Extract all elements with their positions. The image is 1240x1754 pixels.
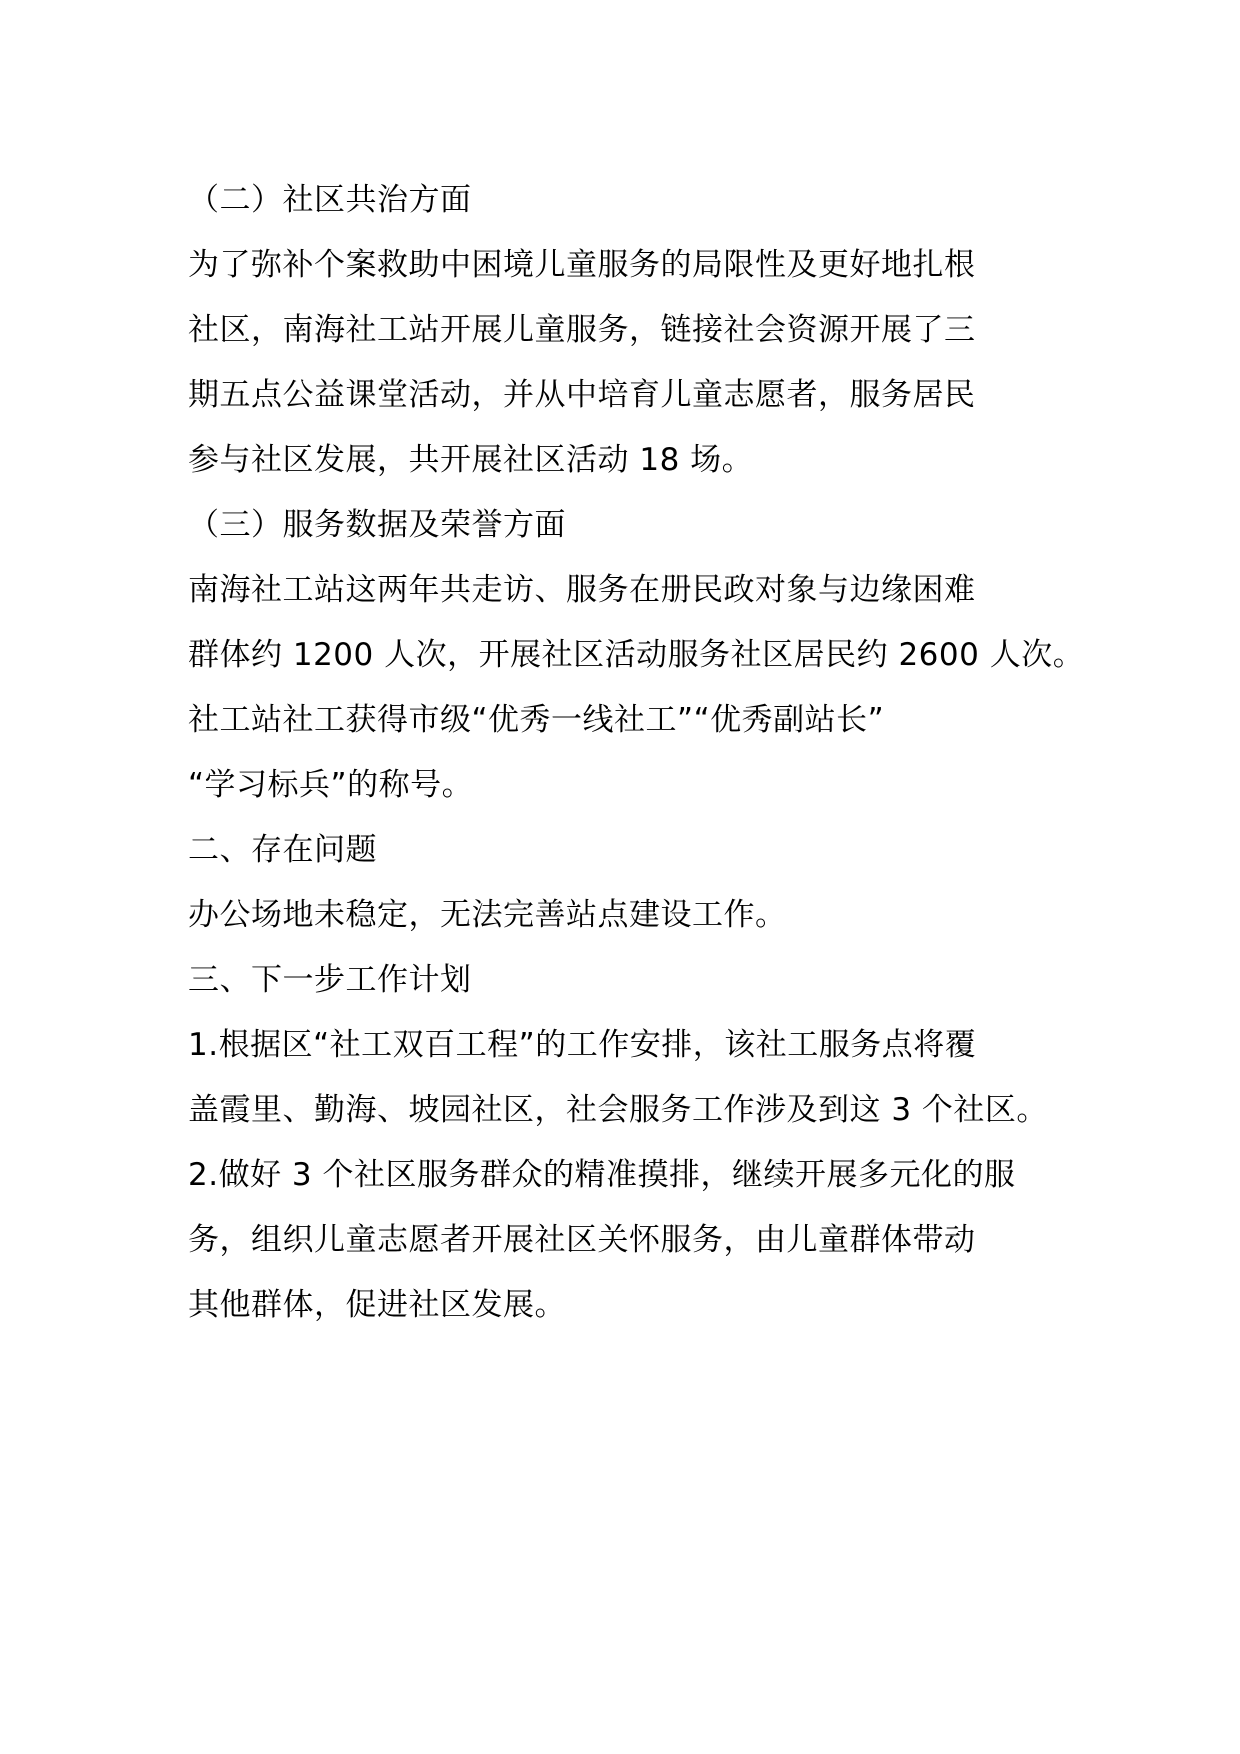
section-heading-community-governance: （二）社区共治方面 [188,182,472,218]
paragraph-line: 参与社区发展，共开展社区活动 18 场。 [188,442,754,478]
paragraph-line: 务，组织儿童志愿者开展社区关怀服务，由儿童群体带动 [188,1222,976,1258]
paragraph-line: 办公场地未稳定，无法完善站点建设工作。 [188,897,787,933]
paragraph-line: 2.做好 3 个社区服务群众的精准摸排，继续开展多元化的服 [188,1157,1016,1193]
paragraph-line: 期五点公益课堂活动，并从中培育儿童志愿者，服务居民 [188,377,976,413]
paragraph-line: 盖霞里、勤海、坡园社区，社会服务工作涉及到这 3 个社区。 [188,1092,1048,1128]
section-heading-service-data: （三）服务数据及荣誉方面 [188,507,566,543]
document-body [188,168,1088,1338]
paragraph-line: 社区，南海社工站开展儿童服务，链接社会资源开展了三 [188,312,976,348]
section-heading-next-steps: 三、下一步工作计划 [188,962,472,998]
paragraph-line: 群体约 1200 人次，开展社区活动服务社区居民约 2600 人次。 [188,637,1085,673]
section-heading-existing-problems: 二、存在问题 [188,832,377,868]
paragraph-line: 1.根据区“社工双百工程”的工作安排，该社工服务点将覆 [188,1027,977,1063]
paragraph-line: 为了弥补个案救助中困境儿童服务的局限性及更好地扎根 [188,247,976,283]
paragraph-line: “学习标兵”的称号。 [188,767,474,803]
paragraph-line: 社工站社工获得市级“优秀一线社工”“优秀副站长” [188,702,885,738]
paragraph-line: 南海社工站这两年共走访、服务在册民政对象与边缘困难 [188,572,976,608]
paragraph-line: 其他群体，促进社区发展。 [188,1287,566,1323]
